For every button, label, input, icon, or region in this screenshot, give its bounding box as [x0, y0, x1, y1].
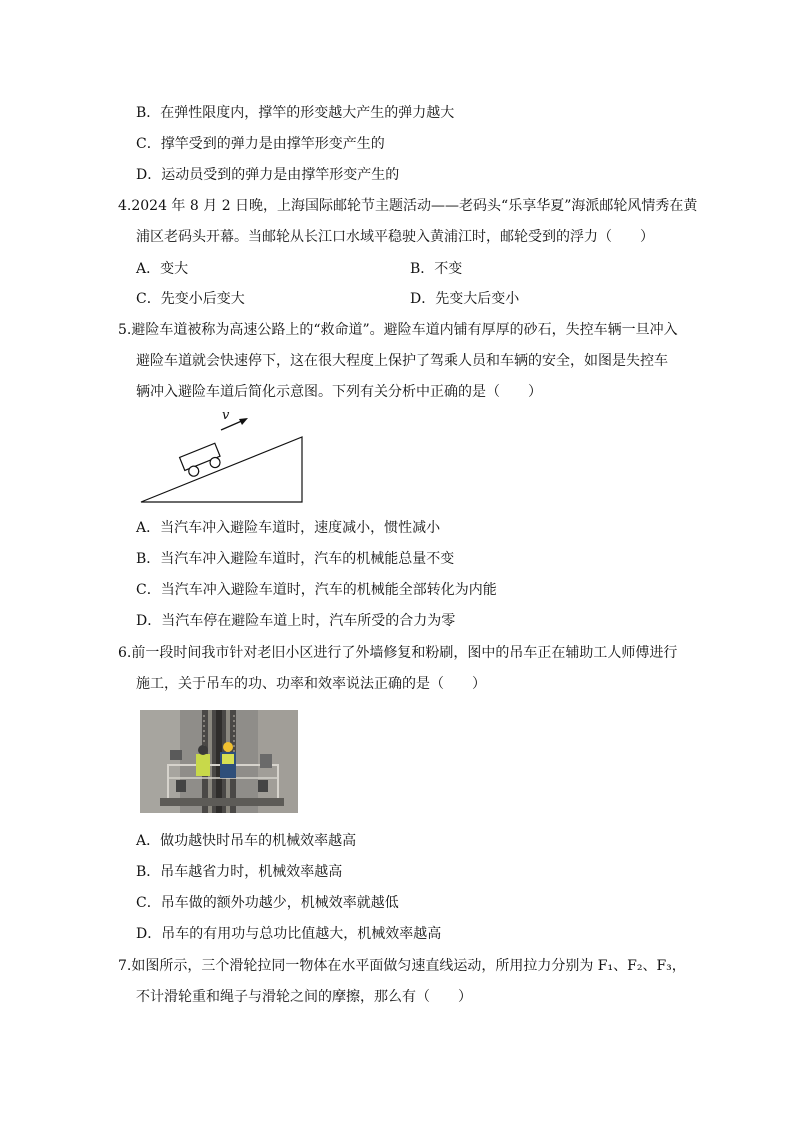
q4-option-a: A．变大 [136, 261, 189, 277]
q3-option-c: C．撑竿受到的弹力是由撑竿形变产生的 [136, 136, 385, 152]
q6-option-a: A．做功越快时吊车的机械效率越高 [136, 833, 357, 849]
q5-option-c: C．当汽车冲入避险车道时，汽车的机械能全部转化为内能 [136, 582, 497, 598]
q3-option-d: D．运动员受到的弹力是由撑竿形变产生的 [136, 167, 400, 183]
q6-option-c: C．吊车做的额外功越少，机械效率就越低 [136, 895, 399, 911]
q6-option-b: B．吊车越省力时，机械效率越高 [136, 864, 343, 880]
cart [180, 443, 224, 479]
crane-platform-photo [140, 710, 298, 813]
q6-stem-line2: 施工，关于吊车的功、功率和效率说法正确的是（ ） [136, 676, 486, 692]
q6-option-d: D．吊车的有用功与总功比值越大，机械效率越高 [136, 926, 442, 942]
q4-stem-line1: 4.2024 年 8 月 2 日晚，上海国际邮轮节主题活动——老码头“乐享华夏”海派邮轮风情秀在黄 [118, 198, 698, 214]
q3-option-b: B．在弹性限度内，撑竿的形变越大产生的弹力越大 [136, 105, 455, 121]
q5-stem-line1: 5.避险车道被称为高速公路上的“救命道”。避险车道内铺有厚厚的砂石，失控车辆一旦冲入 [118, 322, 678, 338]
q4-option-d: D．先变大后变小 [410, 291, 520, 307]
q7-stem-line2: 不计滑轮重和绳子与滑轮之间的摩擦，那么有（ ） [136, 989, 472, 1005]
q5-option-b: B．当汽车冲入避险车道时，汽车的机械能总量不变 [136, 551, 455, 567]
runaway-truck-ramp-diagram [138, 405, 308, 505]
q5-option-a: A．当汽车冲入避险车道时，速度减小，惯性减小 [136, 520, 441, 536]
crane-photo-illustration [140, 710, 298, 813]
q7-stem-line1: 7.如图所示，三个滑轮拉同一物体在水平面做匀速直线运动，所用拉力分别为 F₁、F₂、F₃， [118, 958, 686, 974]
q6-stem-line1: 6.前一段时间我市针对老旧小区进行了外墙修复和粉刷，图中的吊车正在辅助工人师傅进行 [118, 645, 678, 661]
q5-stem-line2: 避险车道就会快速停下，这在很大程度上保护了驾乘人员和车辆的安全，如图是失控车 [136, 353, 668, 369]
q5-option-d: D．当汽车停在避险车道上时，汽车所受的合力为零 [136, 613, 456, 629]
ramp-triangle [141, 437, 302, 502]
q5-stem-line3: 辆冲入避险车道后简化示意图。下列有关分析中正确的是（ ） [136, 384, 542, 400]
q4-option-c: C．先变小后变大 [136, 291, 245, 307]
q4-stem-line2: 浦区老码头开幕。当邮轮从长江口水域平稳驶入黄浦江时，邮轮受到的浮力（ ） [136, 229, 654, 245]
velocity-label: v [222, 408, 230, 423]
q4-option-b: B．不变 [410, 261, 463, 277]
